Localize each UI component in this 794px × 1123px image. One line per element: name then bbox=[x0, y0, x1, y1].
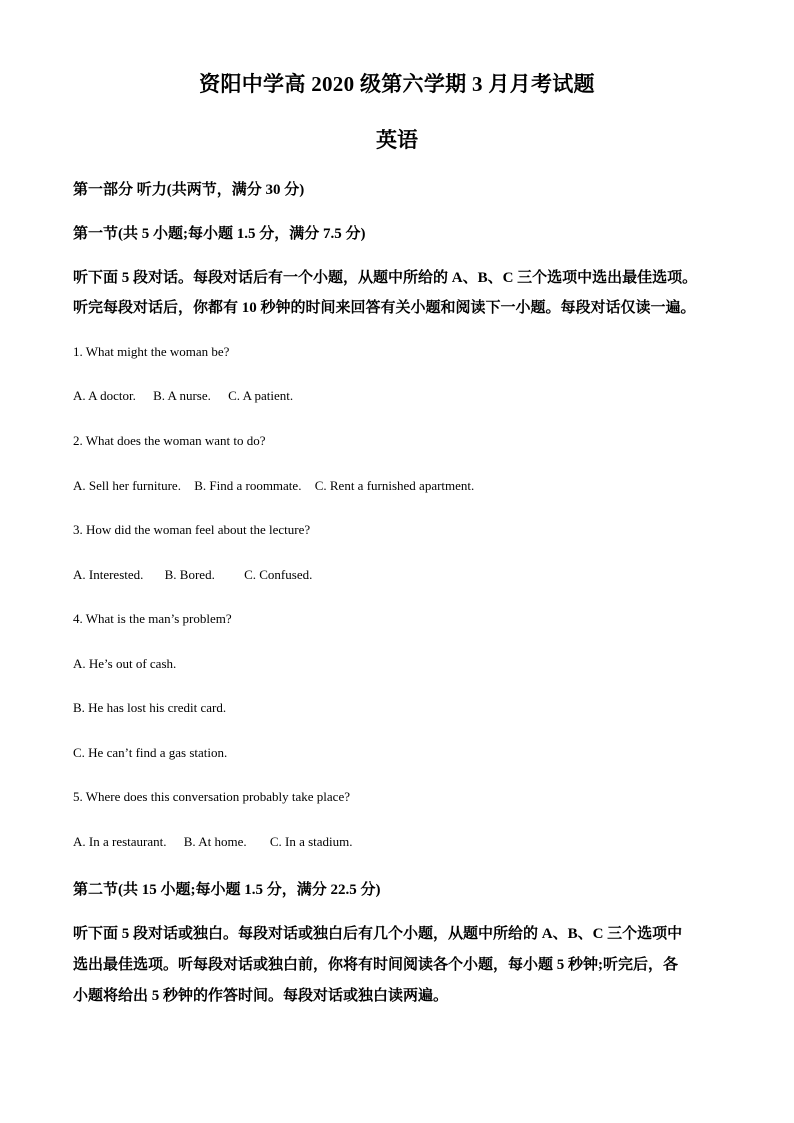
option-a: A. Sell her furniture. bbox=[73, 478, 181, 493]
option-b: B. At home. bbox=[183, 834, 247, 849]
question-2-options bbox=[73, 478, 474, 494]
option-a: A. Interested. bbox=[73, 567, 144, 582]
question-1-options bbox=[73, 388, 293, 404]
question-5: 5. Where does this conversation probably take place? bbox=[73, 789, 350, 804]
question-2: 2. What does the woman want to do? bbox=[73, 433, 266, 448]
question-4-option-a: A. He’s out of cash. bbox=[73, 656, 177, 671]
section2-instructions-line3: 小题将给出 5 秒钟的作答时间。每段对话或独白读两遍。 bbox=[73, 988, 449, 1004]
section1-heading: 第一节(共 5 小题;每小题 1.5 分，满分 7.5 分) bbox=[73, 226, 366, 242]
option-c: C. Rent a furnished apartment. bbox=[314, 478, 475, 493]
option-a: A. In a restaurant. bbox=[73, 834, 167, 849]
option-a: A. A doctor. bbox=[73, 388, 136, 403]
section2-instructions-line1: 听下面 5 段对话或独白。每段对话或独白后有几个小题，从题中所给的 A、B、C 三个选项中 bbox=[73, 926, 683, 942]
question-3-options bbox=[73, 567, 312, 583]
section1-instructions-line1: 听下面 5 段对话。每段对话后有一个小题，从题中所给的 A、B、C 三个选项中选出最佳选项。 bbox=[73, 270, 698, 286]
option-c: C. In a stadium. bbox=[269, 834, 353, 849]
section2-heading: 第二节(共 15 小题;每小题 1.5 分，满分 22.5 分) bbox=[73, 882, 381, 898]
question-4-option-c: C. He can’t find a gas station. bbox=[73, 745, 228, 760]
option-c: C. Confused. bbox=[244, 567, 313, 582]
question-5-options bbox=[73, 834, 353, 850]
section1-instructions-line2: 听完每段对话后，你都有 10 秒钟的时间来回答有关小题和阅读下一小题。每段对话仅读一遍。 bbox=[73, 300, 696, 316]
exam-title: 资阳中学高 2020 级第六学期 3 月月考试题 bbox=[199, 72, 595, 96]
question-3: 3. How did the woman feel about the lecture? bbox=[73, 522, 311, 537]
option-b: B. A nurse. bbox=[153, 388, 211, 403]
question-4-option-b: B. He has lost his credit card. bbox=[73, 700, 227, 715]
question-4: 4. What is the man’s problem? bbox=[73, 611, 232, 626]
part1-heading: 第一部分 听力(共两节，满分 30 分) bbox=[73, 182, 305, 198]
subject-title: 英语 bbox=[376, 128, 418, 152]
section2-instructions-line2: 选出最佳选项。听每段对话或独白前，你将有时间阅读各个小题，每小题 5 秒钟;听完后，各 bbox=[73, 957, 678, 973]
option-c: C. A patient. bbox=[228, 388, 294, 403]
option-b: B. Bored. bbox=[164, 567, 215, 582]
question-1: 1. What might the woman be? bbox=[73, 344, 230, 359]
option-b: B. Find a roommate. bbox=[194, 478, 302, 493]
